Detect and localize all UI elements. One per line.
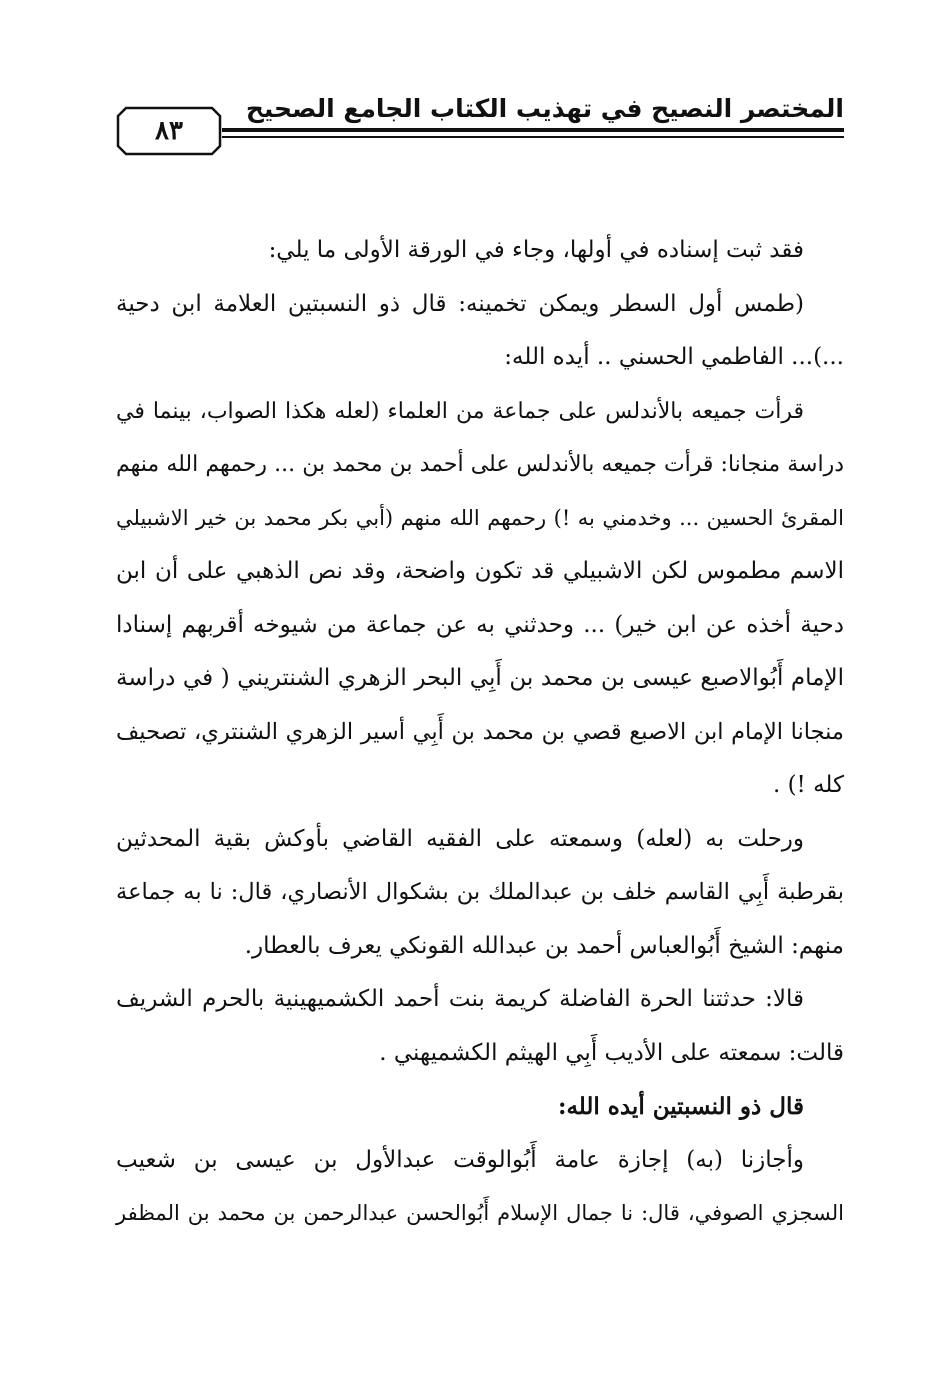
section-heading: قال ذو النسبتين أيده الله: — [557, 1093, 804, 1120]
text-line: قرأت جميعه بالأندلس على جماعة من العلماء (لعله هكذا الصواب، بينما في — [116, 398, 804, 424]
text-line: قالا: حدثتنا الحرة الفاضلة كريمة بنت أحمد الكشميهينية بالحرم الشريف — [116, 986, 804, 1012]
text-line: بقرطبة أَبِي القاسم خلف بن عبدالملك بن بشكوال الأنصاري، قال: نا به جماعة — [116, 879, 844, 905]
page-number: ٨٣ — [155, 116, 183, 146]
text-line: الاسم مطموس لكن الاشبيلي قد تكون واضحة، وقد نص الذهبي على أن ابن — [116, 558, 844, 584]
text-line: منجانا الإمام ابن الاصبع قصي بن محمد بن أَبِي أسير الزهري الشنتري، تصحيف — [116, 718, 844, 745]
text-line: دحية أخذه عن ابن خير) ... وحدثني به عن جماعة من شيوخه أقربهم إسنادا — [116, 611, 844, 638]
body-text — [116, 224, 844, 1241]
text-line: المقرئ الحسين ... وخدمني به !) رحمهم الله منهم (أبي بكر محمد بن خير الاشبيلي — [116, 505, 844, 530]
header-rule-thick — [222, 128, 844, 132]
text-line: (طمس أول السطر ويمكن تخمينه: قال ذو النسبتين العلامة ابن دحية — [116, 290, 805, 317]
page-number-frame — [116, 106, 222, 156]
text-line: السجزي الصوفي، قال: نا جمال الإسلام أَبُوالحسن عبدالرحمن بن محمد بن المظفر — [116, 1201, 844, 1225]
text-line: فقد ثبت إسناده في أولها، وجاء في الورقة الأولى ما يلي: — [268, 237, 804, 263]
header-rule-thin — [222, 136, 844, 138]
text-line: كله !) . — [772, 772, 844, 798]
text-line: ورحلت به (لعله) وسمعته على الفقيه القاضي بأوكش بقية المحدثين — [116, 825, 804, 852]
text-line: منهم: الشيخ أَبُوالعباس أحمد بن عبدالله القونكي يعرف بالعطار. — [244, 932, 844, 959]
text-line: قالت: سمعته على الأديب أَبِي الهيثم الكشميهني . — [379, 1039, 844, 1066]
running-title: المختصر النصيح في تهذيب الكتاب الجامع الصحيح — [245, 94, 844, 123]
text-line: وأجازنا (به) إجازة عامة أَبُوالوقت عبدالأول بن عيسى بن شعيب — [116, 1146, 804, 1173]
text-line: ...)... الفاطمي الحسني .. أيده الله: — [504, 344, 844, 370]
text-line: الإمام أَبُوالاصبع عيسى بن محمد بن أَبِي البحر الزهري الشنتريني ( في دراسة — [116, 665, 844, 691]
text-line: دراسة منجانا: قرأت جميعه بالأندلس على أحمد بن محمد بن ... رحمهم الله منهم — [116, 452, 844, 477]
